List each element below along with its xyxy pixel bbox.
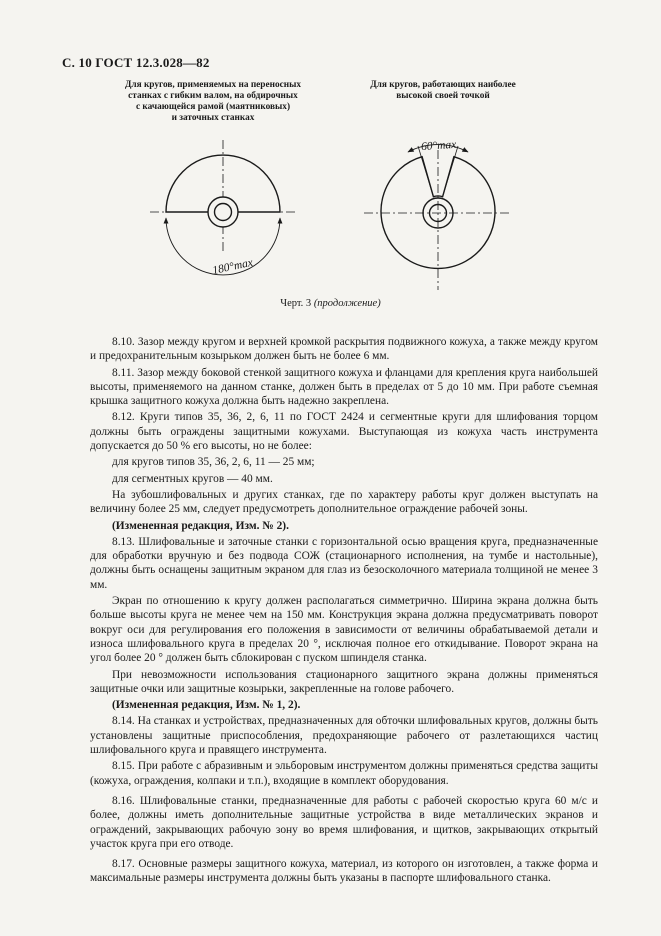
figure-drawing [0, 0, 661, 300]
figure-caption [0, 298, 661, 309]
caption-line: Для кругов, работающих наиболее [370, 80, 516, 90]
right-guard-drawing [364, 145, 512, 290]
left-guard-drawing [150, 140, 296, 278]
paragraph: На зубошлифовальных и других станках, где по характеру работы круг должен выступать на величину более 25 мм, следует предусмотреть дополнительное ограждение рабочей зоны. [90, 488, 598, 516]
page-header: С. 10 ГОСТ 12.3.028—82 [62, 55, 210, 70]
paragraph: 8.11. Зазор между боковой стенкой защитного кожуха и фланцами для крепления круга наибольшей высоты, применяемого на данном станке, должен быть в пределах от 5 до 10 мм. При работе съемная крышка защитного кожуха должна быть надежно закреплена. [90, 366, 598, 408]
angle-label-left: 180°max [211, 256, 255, 278]
paragraph: 8.13. Шлифовальные и заточные станки с горизонтальной осью вращения круга, предназначенные для обработки вручную и без подвода СОЖ (стационарного исполнения, на тумбе и настольные), должны быть оснащены защитным экраном для глаз из безосколочного материала толщиной не менее 3 мм. [90, 535, 598, 591]
paragraph: 8.17. Основные размеры защитного кожуха, материал, из которого он изготовлен, а также форма и максимальные размеры инструмента должны быть указаны в паспорте шлифовального станка. [90, 858, 598, 885]
paragraph: 8.15. При работе с абразивным и эльборовым инструментом должны применяться средства защиты (кожуха, ограждения, колпаки и т.п.), входящие в комплект оборудования. [90, 760, 598, 787]
paragraph: для кругов типов 35, 36, 2, 6, 11 — 25 мм; [112, 456, 315, 469]
caption-line: с качающейся рамой (маятниковых) [135, 102, 291, 112]
body-text [90, 329, 598, 888]
caption-line: Для кругов, применяемых на переносных [124, 80, 302, 90]
paragraph: (Измененная редакция, Изм. № 2). [112, 519, 289, 532]
paragraph: 8.14. На станках и устройствах, предназначенных для обточки шлифовальных кругов, должны быть установлены защитные приспособления, предохраняющие рабочего от разлетающихся частиц шлифовального круга и правящего инструмента. [90, 715, 598, 757]
figure-caption-main: Черт. 3 [280, 298, 312, 309]
paragraph: 8.10. Зазор между кругом и верхней кромкой раскрытия подвижного кожуха, а также между кругом и предохранительным козырьком должен быть не более 6 мм. [90, 336, 598, 363]
paragraph: 8.12. Круги типов 35, 36, 2, 6, 11 по ГОСТ 2424 и сегментные круги для шлифования торцом должны быть ограждены защитными кожухами. Выступающая из кожуха часть инструмента допускается до 50 % его высоты, но не более: [90, 411, 598, 453]
angle-label-right: 60°max [420, 138, 457, 154]
paragraph: При невозможности использования стационарного защитного экрана должны применяться защитные очки или защитные козырьки, закрепленные на голове рабочего. [90, 668, 598, 695]
paragraph: (Измененная редакция, Изм. № 1, 2). [112, 699, 301, 712]
caption-line: и заточных станках [171, 113, 255, 123]
figure-caption-continued: (продолжение) [313, 298, 381, 309]
paragraph: 8.16. Шлифовальные станки, предназначенные для работы с рабочей скоростью круга 60 м/с и более, должны иметь дополнительные защитные устройства в виде металлических экранов и ограждений, закрывающих рабочую зону во время шлифования, и щитков, закрывающих открытый участок круга при его отводе. [90, 794, 598, 850]
paragraph: Экран по отношению к кругу должен располагаться симметрично. Ширина экрана должна быть больше высоты круга не менее чем на 150 мм. Конструкция экрана должна предусматривать поворот вокруг оси для регулирования его положения в зависимости от величины обрабатываемой детали и износа шлифовального круга в пределах 20 °, исключая полное его откидывание. Поворот экрана на угол более 20 ° должен быть сблокирован с пуском шпинделя станка. [90, 595, 598, 665]
paragraph: для сегментных кругов — 40 мм. [112, 472, 273, 485]
caption-line: станках с гибким валом, на обдирочных [128, 91, 298, 101]
caption-line: высокой своей точкой [396, 91, 490, 101]
